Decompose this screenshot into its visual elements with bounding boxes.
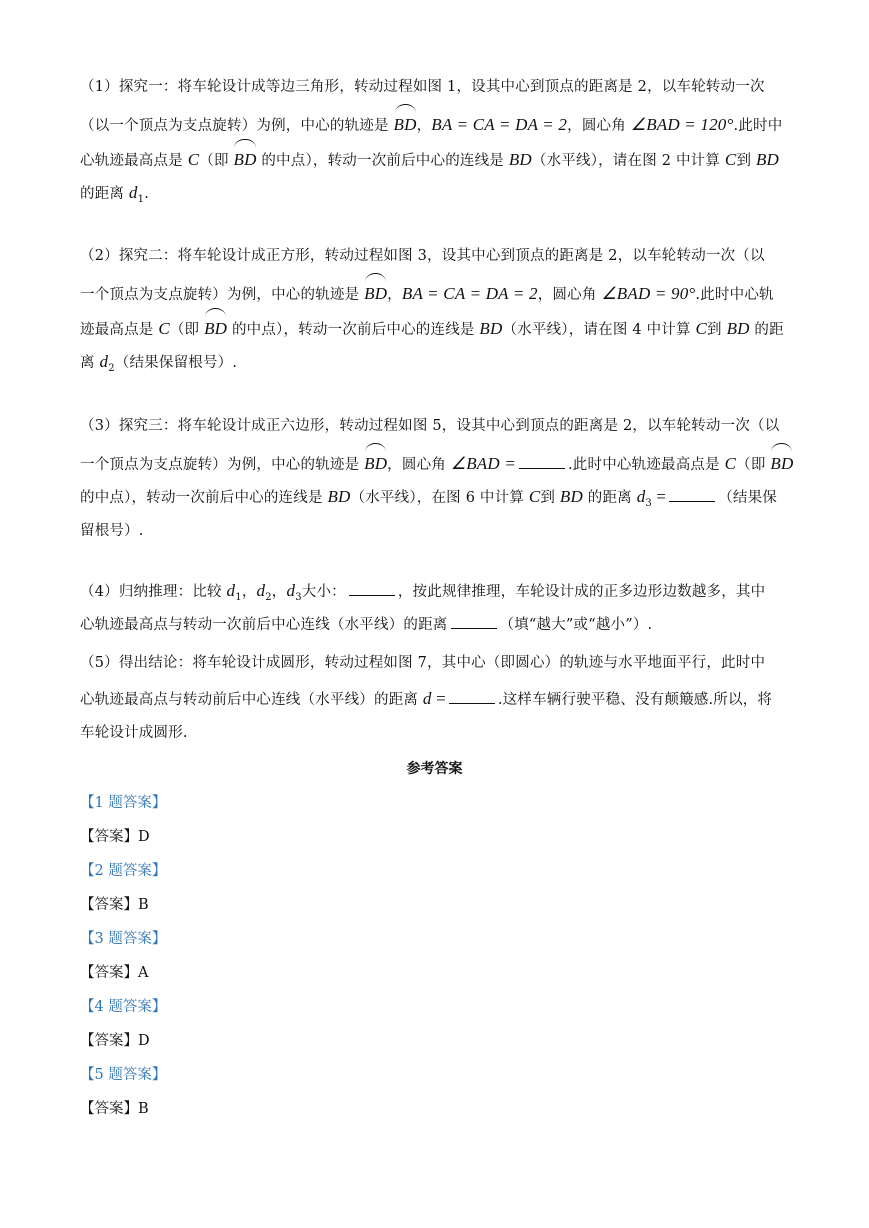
equation: BA = CA = DA = 2 (431, 115, 568, 134)
answer-blank (669, 500, 715, 502)
answer-value-3: 【答案】A (80, 965, 149, 981)
arc-bd: BD (204, 309, 227, 346)
answer-blank (519, 467, 565, 469)
question-part-5 (80, 646, 792, 751)
answer-label-4: 【4 题答案】 (80, 999, 167, 1015)
answer-blank (449, 702, 495, 704)
answers-heading: 参考答案 (406, 761, 463, 777)
angle-equation: ∠BAD = 120° (630, 115, 734, 134)
p1-line-3: 心轨迹最高点是 C（即 BD 的中点），转动一次前后中心的连线是 BD（水平线），请在图 2 中计算 C到 BD (80, 140, 792, 175)
p4-line-2: 心轨迹最高点与转动一次前后中心连线（水平线）的距离 （填“越大”或“越小”）. (80, 617, 653, 633)
question-part-1 (80, 70, 792, 210)
answer-label-5: 【5 题答案】 (80, 1067, 167, 1083)
p4-line-1: （4）归纳推理：比较 $d_1$，$d_2$，$d_3$大小： ，按此规律推理，车轮设计成的正多边形边数越多，其中 (80, 581, 766, 603)
answer-label-3: 【3 题答案】 (80, 931, 167, 947)
p1-line-1: （1）探究一：将车轮设计成等边三角形，转动过程如图 1，设其中心到顶点的距离是 2，以车轮转动一次 (80, 79, 765, 95)
answer-value-4: 【答案】D (80, 1033, 150, 1049)
p2-line-2: 一个顶点为支点旋转）为例，中心的轨迹是 BD，BA = CA = DA = 2，圆心角 ∠BAD = 90°.此时中心轨 (80, 274, 792, 309)
p2-line-1: （2）探究二：将车轮设计成正方形，转动过程如图 3，设其中心到顶点的距离是 2，以车轮转动一次（以 (80, 248, 765, 264)
p3-line-1: （3）探究三：将车轮设计成正六边形，转动过程如图 5，设其中心到顶点的距离是 2，以车轮转动一次（以 (80, 418, 780, 434)
p5-line-3: 车轮设计成圆形. (80, 725, 188, 741)
answer-label-1: 【1 题答案】 (80, 795, 167, 811)
p5-line-2: 心轨迹最高点与转动前后中心连线（水平线）的距离 d = .这样车辆行驶平稳、没有颠簸感.所以，将 (80, 689, 773, 708)
p3-line-3: 的中点），转动一次前后中心的连线是 BD（水平线），在图 6 中计算 C到 BD 的距离 $d_3$ = （结果保 (80, 487, 778, 509)
answer-value-2: 【答案】B (80, 897, 149, 913)
p1-line-2: （以一个顶点为支点旋转）为例，中心的轨迹是 BD，BA = CA = DA = 2，圆心角 ∠BAD = 120°.此时中 (80, 105, 792, 140)
arc-bd: BD (233, 140, 256, 177)
p2-line-3: 迹最高点是 C（即 BD 的中点），转动一次前后中心的连线是 BD（水平线），请在图 4 中计算 C到 BD 的距 (80, 309, 792, 344)
answer-label-2: 【2 题答案】 (80, 863, 167, 879)
answer-blank (451, 627, 497, 629)
arc-bd: BD (364, 444, 387, 481)
question-part-2 (80, 239, 792, 379)
p2-line-4: 离 $d_2$（结果保留根号）. (80, 352, 238, 374)
arc-bd: BD (770, 444, 793, 481)
answer-value-1: 【答案】D (80, 829, 150, 845)
p3-line-2: 一个顶点为支点旋转）为例，中心的轨迹是 BD，圆心角 ∠BAD = .此时中心轨迹最高点是 C（即 BD (80, 444, 792, 479)
question-part-4 (80, 573, 792, 643)
question-part-3 (80, 409, 792, 549)
p5-line-1: （5）得出结论：将车轮设计成圆形，转动过程如图 7，其中心（即圆心）的轨迹与水平地面平行，此时中 (80, 655, 766, 671)
p3-line-4: 留根号）. (80, 523, 144, 539)
arc-bd: BD (394, 105, 417, 142)
p1-line-4: 的距离 $d_1$. (80, 183, 149, 205)
arc-bd: BD (364, 274, 387, 311)
answer-value-5: 【答案】B (80, 1101, 149, 1117)
answer-blank (349, 594, 395, 596)
